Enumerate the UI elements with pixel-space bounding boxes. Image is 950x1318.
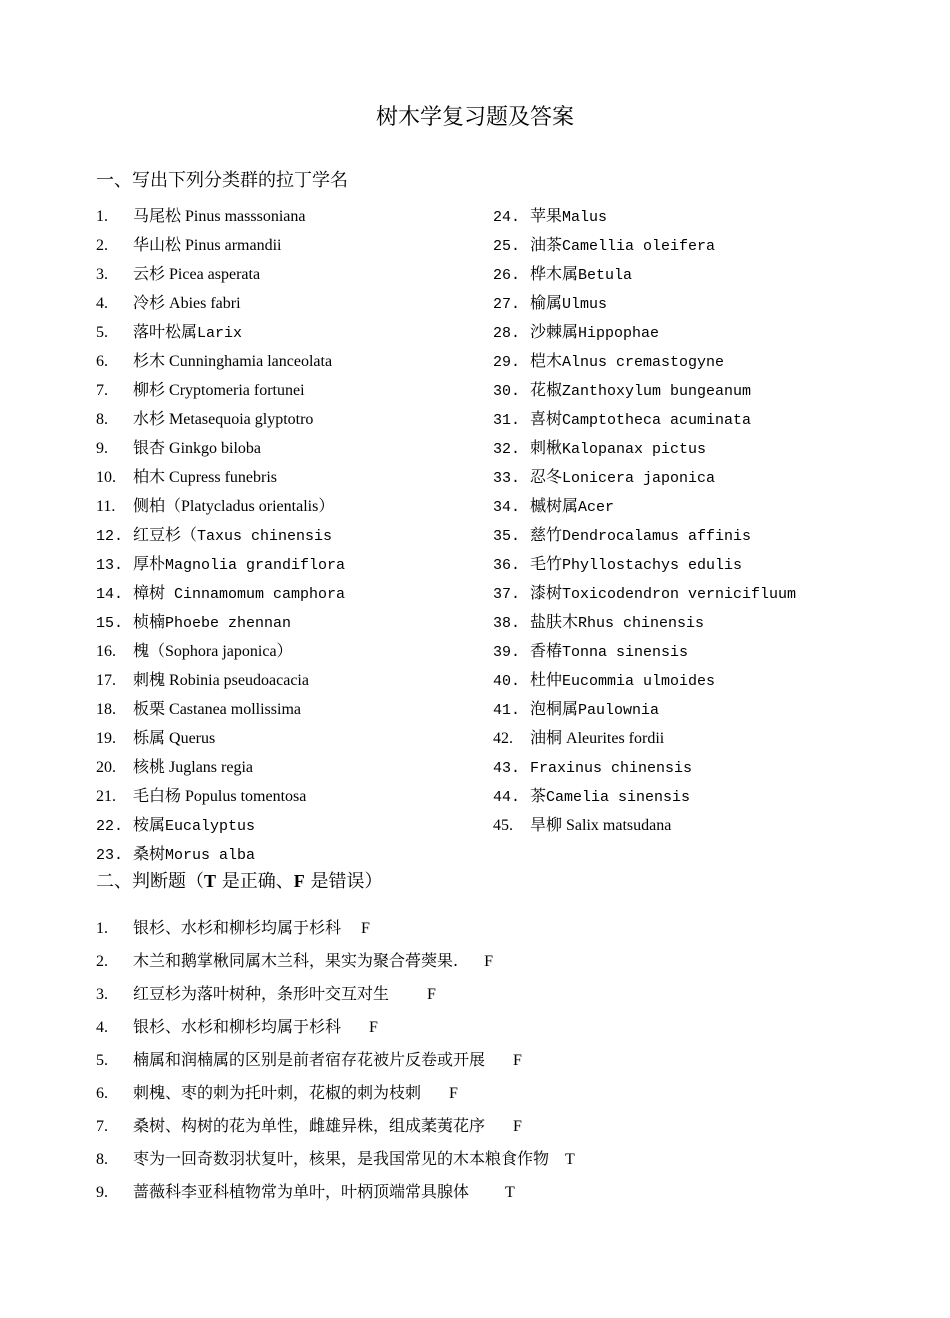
latin-name: Cupress funebris bbox=[165, 469, 277, 486]
list-item bbox=[493, 491, 796, 520]
chinese-name: 慈竹 bbox=[530, 525, 563, 544]
chinese-name: 毛白杨 bbox=[133, 786, 182, 805]
latin-name: Pinus armandii bbox=[181, 237, 282, 254]
latin-name: Kalopanax pictus bbox=[562, 441, 707, 458]
list-item bbox=[493, 375, 796, 404]
item-number: 10. bbox=[96, 469, 116, 486]
statement-text: 银杉、水杉和柳杉均属于杉科 bbox=[133, 1017, 342, 1036]
true-false-item bbox=[96, 1142, 575, 1175]
latin-name: Platycladus orientalis bbox=[181, 498, 319, 515]
latin-name: Magnolia grandiflora bbox=[165, 557, 346, 574]
latin-name: Picea asperata bbox=[165, 266, 261, 283]
statement-text: 楠属和润楠属的区别是前者宿存花被片反卷或开展 bbox=[133, 1050, 486, 1069]
list-item bbox=[493, 549, 796, 578]
item-number: 6. bbox=[96, 1085, 108, 1102]
list-item bbox=[96, 288, 345, 317]
chinese-name: 板栗 bbox=[133, 699, 166, 718]
item-number: 45. bbox=[493, 817, 513, 834]
document-title: 树木学复习题及答案 bbox=[375, 105, 574, 130]
latin-name: Cunninghamia lanceolata bbox=[165, 353, 333, 370]
true-false-item bbox=[96, 1109, 575, 1142]
item-number: 37. bbox=[493, 586, 521, 603]
list-item bbox=[96, 578, 345, 607]
item-number: 40. bbox=[493, 673, 521, 690]
chinese-name: 刺楸 bbox=[530, 438, 563, 457]
latin-name: Populus tomentosa bbox=[181, 788, 307, 805]
chinese-name: 落叶松属 bbox=[133, 322, 198, 341]
section-2-heading-f: F bbox=[293, 871, 305, 891]
latin-name: Cinnamomum camphora bbox=[165, 586, 346, 603]
latin-name: Metasequoia glyptotro bbox=[165, 411, 314, 428]
chinese-name: 杜仲 bbox=[530, 670, 563, 689]
item-number: 41. bbox=[493, 702, 521, 719]
latin-name: Camellia oleifera bbox=[562, 238, 716, 255]
item-number: 38. bbox=[493, 615, 521, 632]
list-item bbox=[493, 462, 796, 491]
item-number: 15. bbox=[96, 615, 124, 632]
list-item bbox=[96, 549, 345, 578]
list-item bbox=[493, 781, 796, 810]
latin-names-right-column bbox=[493, 201, 796, 839]
item-number: 31. bbox=[493, 412, 521, 429]
item-number: 12. bbox=[96, 528, 124, 545]
true-false-item bbox=[96, 1010, 575, 1043]
item-number: 11. bbox=[96, 498, 116, 515]
chinese-name: 旱柳 bbox=[530, 815, 563, 834]
list-item bbox=[493, 810, 796, 839]
answer-mark: T bbox=[565, 1151, 575, 1168]
item-number: 9. bbox=[96, 440, 108, 457]
latin-name: Querus bbox=[165, 730, 216, 747]
answer-mark: F bbox=[361, 920, 370, 937]
item-number: 9. bbox=[96, 1184, 108, 1201]
true-false-item bbox=[96, 944, 575, 977]
chinese-name: 厚朴 bbox=[133, 554, 166, 573]
answer-mark: F bbox=[427, 986, 436, 1003]
list-item bbox=[493, 723, 796, 752]
latin-name: Camelia sinensis bbox=[546, 789, 691, 806]
item-number: 22. bbox=[96, 818, 124, 835]
list-item bbox=[493, 346, 796, 375]
list-item bbox=[493, 636, 796, 665]
list-item bbox=[96, 810, 345, 839]
latin-name: Betula bbox=[578, 267, 633, 284]
list-item bbox=[493, 752, 796, 781]
chinese-name: 栎属 bbox=[133, 728, 166, 747]
list-item bbox=[493, 201, 796, 230]
list-item bbox=[96, 520, 345, 549]
list-item bbox=[96, 317, 345, 346]
item-number: 2. bbox=[96, 953, 108, 970]
item-number: 33. bbox=[493, 470, 521, 487]
chinese-name: 泡桐属 bbox=[530, 699, 579, 718]
closing-paren: ） bbox=[276, 641, 293, 660]
latin-name: Pinus masssoniana bbox=[181, 208, 306, 225]
item-number: 23. bbox=[96, 847, 124, 864]
latin-name: Zanthoxylum bungeanum bbox=[562, 383, 752, 400]
chinese-name: 桑树 bbox=[133, 844, 166, 863]
item-number: 30. bbox=[493, 383, 521, 400]
answer-mark: F bbox=[513, 1052, 522, 1069]
latin-name: Abies fabri bbox=[165, 295, 241, 312]
answer-mark: T bbox=[505, 1184, 515, 1201]
chinese-name: 茶 bbox=[530, 786, 547, 805]
latin-name: Ginkgo biloba bbox=[165, 440, 262, 457]
item-number: 18. bbox=[96, 701, 116, 718]
latin-name: Ulmus bbox=[562, 296, 608, 313]
latin-name: Morus alba bbox=[165, 847, 256, 864]
latin-name: Tonna sinensis bbox=[562, 644, 689, 661]
chinese-name: 毛竹 bbox=[530, 554, 563, 573]
chinese-name: 柳杉 bbox=[133, 380, 166, 399]
item-number: 20. bbox=[96, 759, 116, 776]
statement-text: 枣为一回奇数羽状复叶，核果，是我国常见的木本粮食作物 bbox=[133, 1149, 550, 1168]
latin-name: Eucommia ulmoides bbox=[562, 673, 716, 690]
chinese-name: 水杉 bbox=[133, 409, 166, 428]
latin-name: Lonicera japonica bbox=[562, 470, 716, 487]
latin-name: Robinia pseudoacacia bbox=[165, 672, 309, 689]
chinese-name: 桦木属 bbox=[530, 264, 579, 283]
item-number: 39. bbox=[493, 644, 521, 661]
latin-name: Taxus chinensis bbox=[197, 528, 333, 545]
item-number: 13. bbox=[96, 557, 124, 574]
item-number: 32. bbox=[493, 441, 521, 458]
statement-text: 桑树、构树的花为单性，雌雄异株，组成葇荑花序 bbox=[133, 1116, 486, 1135]
latin-name: Acer bbox=[578, 499, 615, 516]
item-number: 5. bbox=[96, 324, 108, 341]
closing-paren: ） bbox=[318, 496, 335, 515]
list-item bbox=[96, 259, 345, 288]
list-item bbox=[96, 752, 345, 781]
latin-name: Eucalyptus bbox=[165, 818, 256, 835]
list-item bbox=[493, 433, 796, 462]
item-number: 44. bbox=[493, 789, 521, 806]
list-item bbox=[493, 694, 796, 723]
item-number: 7. bbox=[96, 1118, 108, 1135]
chinese-name: 刺槐 bbox=[133, 670, 166, 689]
chinese-name: 漆树 bbox=[530, 583, 563, 602]
statement-text: 蔷薇科李亚科植物常为单叶，叶柄顶端常具腺体 bbox=[133, 1182, 470, 1201]
chinese-name: 油桐 bbox=[530, 728, 563, 747]
item-number: 4. bbox=[96, 295, 108, 312]
chinese-name: 槭树属 bbox=[530, 496, 579, 515]
item-number: 4. bbox=[96, 1019, 108, 1036]
list-item bbox=[96, 491, 345, 520]
chinese-name: 桉属 bbox=[133, 815, 166, 834]
statement-text: 红豆杉为落叶树种，条形叶交互对生 bbox=[133, 984, 390, 1003]
true-false-item bbox=[96, 977, 575, 1010]
item-number: 19. bbox=[96, 730, 116, 747]
item-number: 28. bbox=[493, 325, 521, 342]
statement-text: 木兰和鹅掌楸同属木兰科，果实为聚合蓇葖果. bbox=[133, 951, 459, 970]
item-number: 42. bbox=[493, 730, 513, 747]
latin-name: Salix matsudana bbox=[562, 817, 672, 834]
item-number: 24. bbox=[493, 209, 521, 226]
latin-name: Phyllostachys edulis bbox=[562, 557, 743, 574]
item-number: 16. bbox=[96, 643, 116, 660]
answer-mark: F bbox=[513, 1118, 522, 1135]
latin-name: Alnus cremastogyne bbox=[562, 354, 725, 371]
item-number: 1. bbox=[96, 920, 108, 937]
chinese-name: 忍冬 bbox=[530, 467, 563, 486]
list-item bbox=[96, 433, 345, 462]
item-number: 2. bbox=[96, 237, 108, 254]
item-number: 17. bbox=[96, 672, 116, 689]
latin-name: Phoebe zhennan bbox=[165, 615, 292, 632]
item-number: 36. bbox=[493, 557, 521, 574]
latin-name: Juglans regia bbox=[165, 759, 253, 776]
chinese-name: 盐肤木 bbox=[530, 612, 579, 631]
list-item bbox=[96, 636, 345, 665]
chinese-name: 香椿 bbox=[530, 641, 563, 660]
list-item bbox=[493, 520, 796, 549]
list-item bbox=[493, 230, 796, 259]
chinese-name: 云杉 bbox=[133, 264, 166, 283]
chinese-name: 喜树 bbox=[530, 409, 563, 428]
list-item bbox=[96, 665, 345, 694]
chinese-name: 冷杉 bbox=[133, 293, 166, 312]
item-number: 6. bbox=[96, 353, 108, 370]
chinese-name: 榆属 bbox=[530, 293, 563, 312]
section-2-heading bbox=[96, 869, 382, 894]
latin-name: Hippophae bbox=[578, 325, 660, 342]
section-2-heading-pre: 二、判断题（ bbox=[96, 871, 204, 892]
chinese-name: 油茶 bbox=[530, 235, 563, 254]
true-false-item bbox=[96, 911, 575, 944]
latin-name: Toxicodendron vernicifluum bbox=[562, 586, 797, 603]
latin-name: Paulownia bbox=[578, 702, 660, 719]
chinese-name: 红豆杉（ bbox=[133, 525, 198, 544]
section-2-heading-post: 是错误） bbox=[304, 871, 383, 892]
item-number: 35. bbox=[493, 528, 521, 545]
latin-names-left-column bbox=[96, 201, 345, 868]
true-false-item bbox=[96, 1175, 575, 1208]
item-number: 3. bbox=[96, 266, 108, 283]
list-item bbox=[96, 723, 345, 752]
item-number: 3. bbox=[96, 986, 108, 1003]
chinese-name: 华山松 bbox=[133, 235, 182, 254]
chinese-name: 桤木 bbox=[530, 351, 563, 370]
statement-text: 银杉、水杉和柳杉均属于杉科 bbox=[133, 918, 342, 937]
chinese-name: 槐（ bbox=[133, 641, 166, 660]
list-item bbox=[96, 375, 345, 404]
chinese-name: 马尾松 bbox=[133, 206, 182, 225]
list-item bbox=[96, 201, 345, 230]
true-false-item bbox=[96, 1043, 575, 1076]
latin-name: Sophora japonica bbox=[165, 643, 277, 660]
statement-text: 刺槐、枣的刺为托叶刺，花椒的刺为枝刺 bbox=[133, 1083, 422, 1102]
list-item bbox=[96, 839, 345, 868]
chinese-name: 沙棘属 bbox=[530, 322, 579, 341]
item-number: 7. bbox=[96, 382, 108, 399]
list-item bbox=[96, 404, 345, 433]
list-item bbox=[493, 317, 796, 346]
item-number: 1. bbox=[96, 208, 108, 225]
list-item bbox=[493, 665, 796, 694]
list-item bbox=[96, 781, 345, 810]
chinese-name: 银杏 bbox=[133, 438, 166, 457]
latin-name: Dendrocalamus affinis bbox=[562, 528, 752, 545]
latin-name: Castanea mollissima bbox=[165, 701, 301, 718]
true-false-list bbox=[96, 911, 575, 1208]
list-item bbox=[96, 694, 345, 723]
chinese-name: 花椒 bbox=[530, 380, 563, 399]
list-item bbox=[493, 259, 796, 288]
item-number: 21. bbox=[96, 788, 116, 805]
item-number: 29. bbox=[493, 354, 521, 371]
list-item bbox=[96, 462, 345, 491]
list-item bbox=[96, 607, 345, 636]
true-false-item bbox=[96, 1076, 575, 1109]
list-item bbox=[96, 346, 345, 375]
latin-name: Cryptomeria fortunei bbox=[165, 382, 305, 399]
latin-name: Camptotheca acuminata bbox=[562, 412, 752, 429]
section-2-heading-t: T bbox=[204, 871, 217, 891]
section-1-heading: 一、写出下列分类群的拉丁学名 bbox=[96, 170, 348, 191]
answer-mark: F bbox=[484, 953, 493, 970]
item-number: 8. bbox=[96, 411, 108, 428]
latin-name: Larix bbox=[197, 325, 243, 342]
answer-mark: F bbox=[449, 1085, 458, 1102]
latin-name: Rhus chinensis bbox=[578, 615, 705, 632]
list-item bbox=[493, 578, 796, 607]
list-item bbox=[493, 607, 796, 636]
item-number: 25. bbox=[493, 238, 521, 255]
answer-mark: F bbox=[369, 1019, 378, 1036]
chinese-name: 樟树 bbox=[133, 583, 166, 602]
latin-name: Aleurites fordii bbox=[562, 730, 665, 747]
item-number: 34. bbox=[493, 499, 521, 516]
item-number: 5. bbox=[96, 1052, 108, 1069]
latin-name: Malus bbox=[562, 209, 608, 226]
latin-name: Fraxinus chinensis bbox=[530, 760, 693, 777]
section-2-heading-mid: 是正确、 bbox=[216, 871, 294, 892]
item-number: 27. bbox=[493, 296, 521, 313]
list-item bbox=[96, 230, 345, 259]
item-number: 8. bbox=[96, 1151, 108, 1168]
chinese-name: 桢楠 bbox=[133, 612, 166, 631]
item-number: 14. bbox=[96, 586, 124, 603]
list-item bbox=[493, 288, 796, 317]
chinese-name: 杉木 bbox=[133, 351, 166, 370]
item-number: 43. bbox=[493, 760, 521, 777]
list-item bbox=[493, 404, 796, 433]
chinese-name: 侧柏（ bbox=[133, 496, 182, 515]
chinese-name: 苹果 bbox=[530, 206, 563, 225]
chinese-name: 柏木 bbox=[133, 467, 166, 486]
chinese-name: 核桃 bbox=[133, 757, 166, 776]
item-number: 26. bbox=[493, 267, 521, 284]
